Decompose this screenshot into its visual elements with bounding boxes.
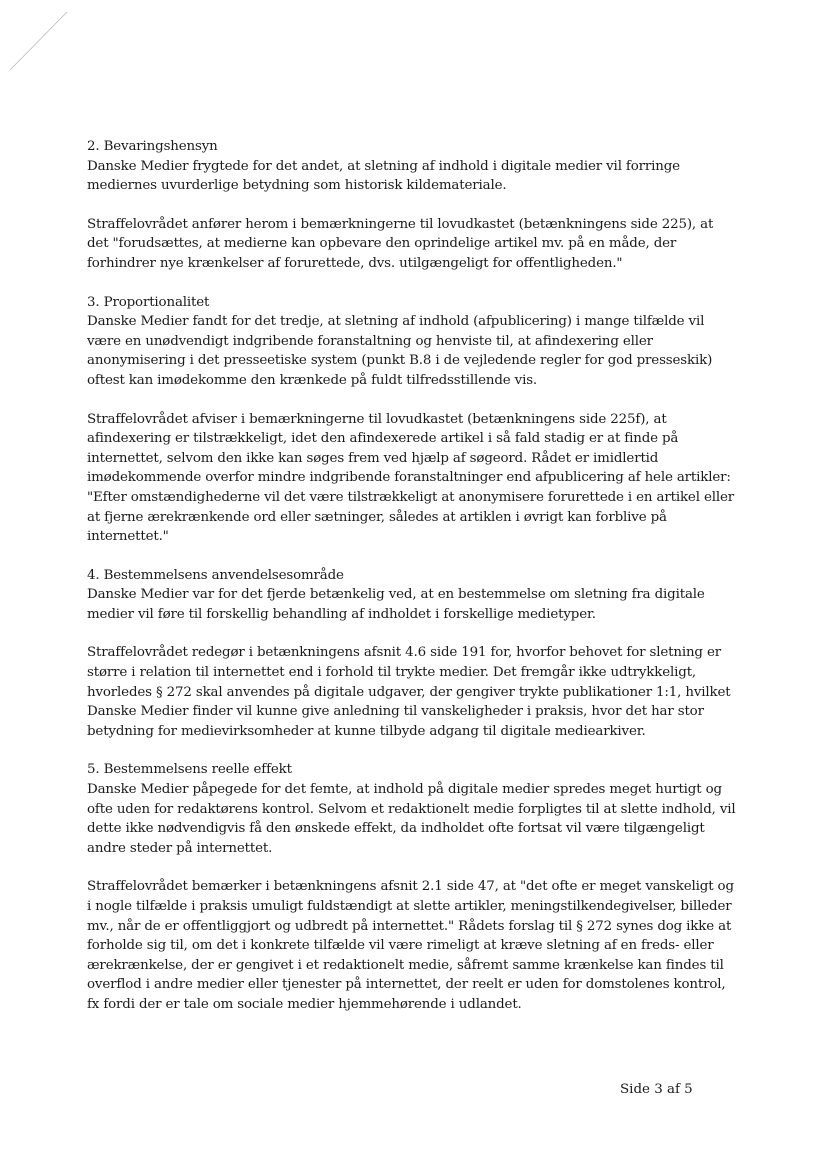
scan-line-mark [0, 0, 80, 80]
paragraph: Danske Medier var for det fjerde betænkelig ved, at en bestemmelse om sletning fra digitale medier vil føre til forskellig behandling af indholdet i forskellige medietyper. [87, 587, 705, 622]
page-number: Side 3 af 5 [620, 1082, 693, 1097]
paragraph: Straffelovrådet anfører herom i bemærkningerne til lovudkastet (betænkningens side 225), at det "forudsættes, at medierne kan opbevare den oprindelige artikel mv. på en måde, der forhindrer nye krænkelser af forurettede, dvs. utilgængeligt for offentligheden." [87, 216, 714, 271]
section-heading: 5. Bestemmelsens reelle effekt [87, 762, 292, 778]
paragraph: Danske Medier fandt for det tredje, at sletning af indhold (afpublicering) i mange tilfælde vil være en unødvendigt indgribende foranstaltning og henviste til, at afindexering eller anonymisering i det presseetiske system (punkt B.8 i de vejledende regler for god presseskik) oftest kan imødekomme den krænkede på fuldt tilfredsstillende vis. [87, 314, 713, 388]
section-reelle-effekt [87, 760, 737, 1014]
section-bevaringshensyn [87, 137, 737, 274]
section-heading: 3. Proportionalitet [87, 294, 210, 310]
section-anvendelsesomraade [87, 566, 737, 742]
paragraph: Straffelovrådet redegør i betænkningens afsnit 4.6 side 191 for, hvorfor behovet for sletning er større i relation til internettet end i forhold til trykte medier. Det fremgår ikke udtrykkeligt, hvorledes § 272 skal anvendes på digitale udgaver, der gengiver trykte publikationer 1:1, hvilket Danske Medier finder vil kunne give anledning til vanskeligheder i praksis, hvor det har stor betydning for medievirksomheder at kunne tilbyde adgang til digitale mediearkiver. [87, 645, 731, 739]
document-body [87, 137, 737, 1034]
paragraph: Straffelovrådet bemærker i betænkningens afsnit 2.1 side 47, at "det ofte er meget vanskeligt og i nogle tilfælde i praksis umuligt fuldstændigt at slette artikler, meningstilkendegivelser, billeder mv., når de er offentliggjort og udbredt på internettet." Rådets forslag til § 272 synes dog ikke at forholde sig til, om det i konkrete tilfælde vil være rimeligt at kræve sletning af en freds- eller ærekrænkelse, der er gengivet i et redaktionelt medie, såfremt samme krænkelse kan findes til overflod i andre medier eller tjenester på internettet, der reelt er uden for domstolenes kontrol, fx fordi der er tale om sociale medier hjemmehørende i udlandet. [87, 879, 734, 1012]
paragraph: Danske Medier frygtede for det andet, at sletning af indhold i digitale medier vil forringe mediernes uvurderlige betydning som historisk kildemateriale. [87, 158, 680, 194]
section-proportionalitet [87, 293, 737, 547]
paragraph: Danske Medier påpegede for det femte, at indhold på digitale medier spredes meget hurtigt og ofte uden for redaktørens kontrol. Selvom et redaktionelt medie forpligtes til at slette indhold, vil dette ikke nødvendigvis få den ønskede effekt, da indholdet ofte fortsat vil være tilgængeligt andre steder på internettet. [87, 782, 736, 856]
paragraph: Straffelovrådet afviser i bemærkningerne til lovudkastet (betænkningens side 225f), at afindexering er tilstrækkeligt, idet den afindexerede artikel i så fald stadig er at finde på internettet, selvom den ikke kan søges frem ved hjælp af søgeord. Rådet er imidlertid imødekommende overfor mindre indgribende foranstaltninger end afpublicering af hele artikler: "Efter omstændighederne vil det være tilstrækkeligt at anonymisere forurettede i en artikel eller at fjerne ærekrænkende ord eller sætninger, således at artiklen i øvrigt kan forblive på internettet." [87, 411, 735, 545]
section-heading: 4. Bestemmelsens anvendelsesområde [87, 567, 344, 583]
section-heading: 2. Bevaringshensyn [87, 139, 218, 154]
